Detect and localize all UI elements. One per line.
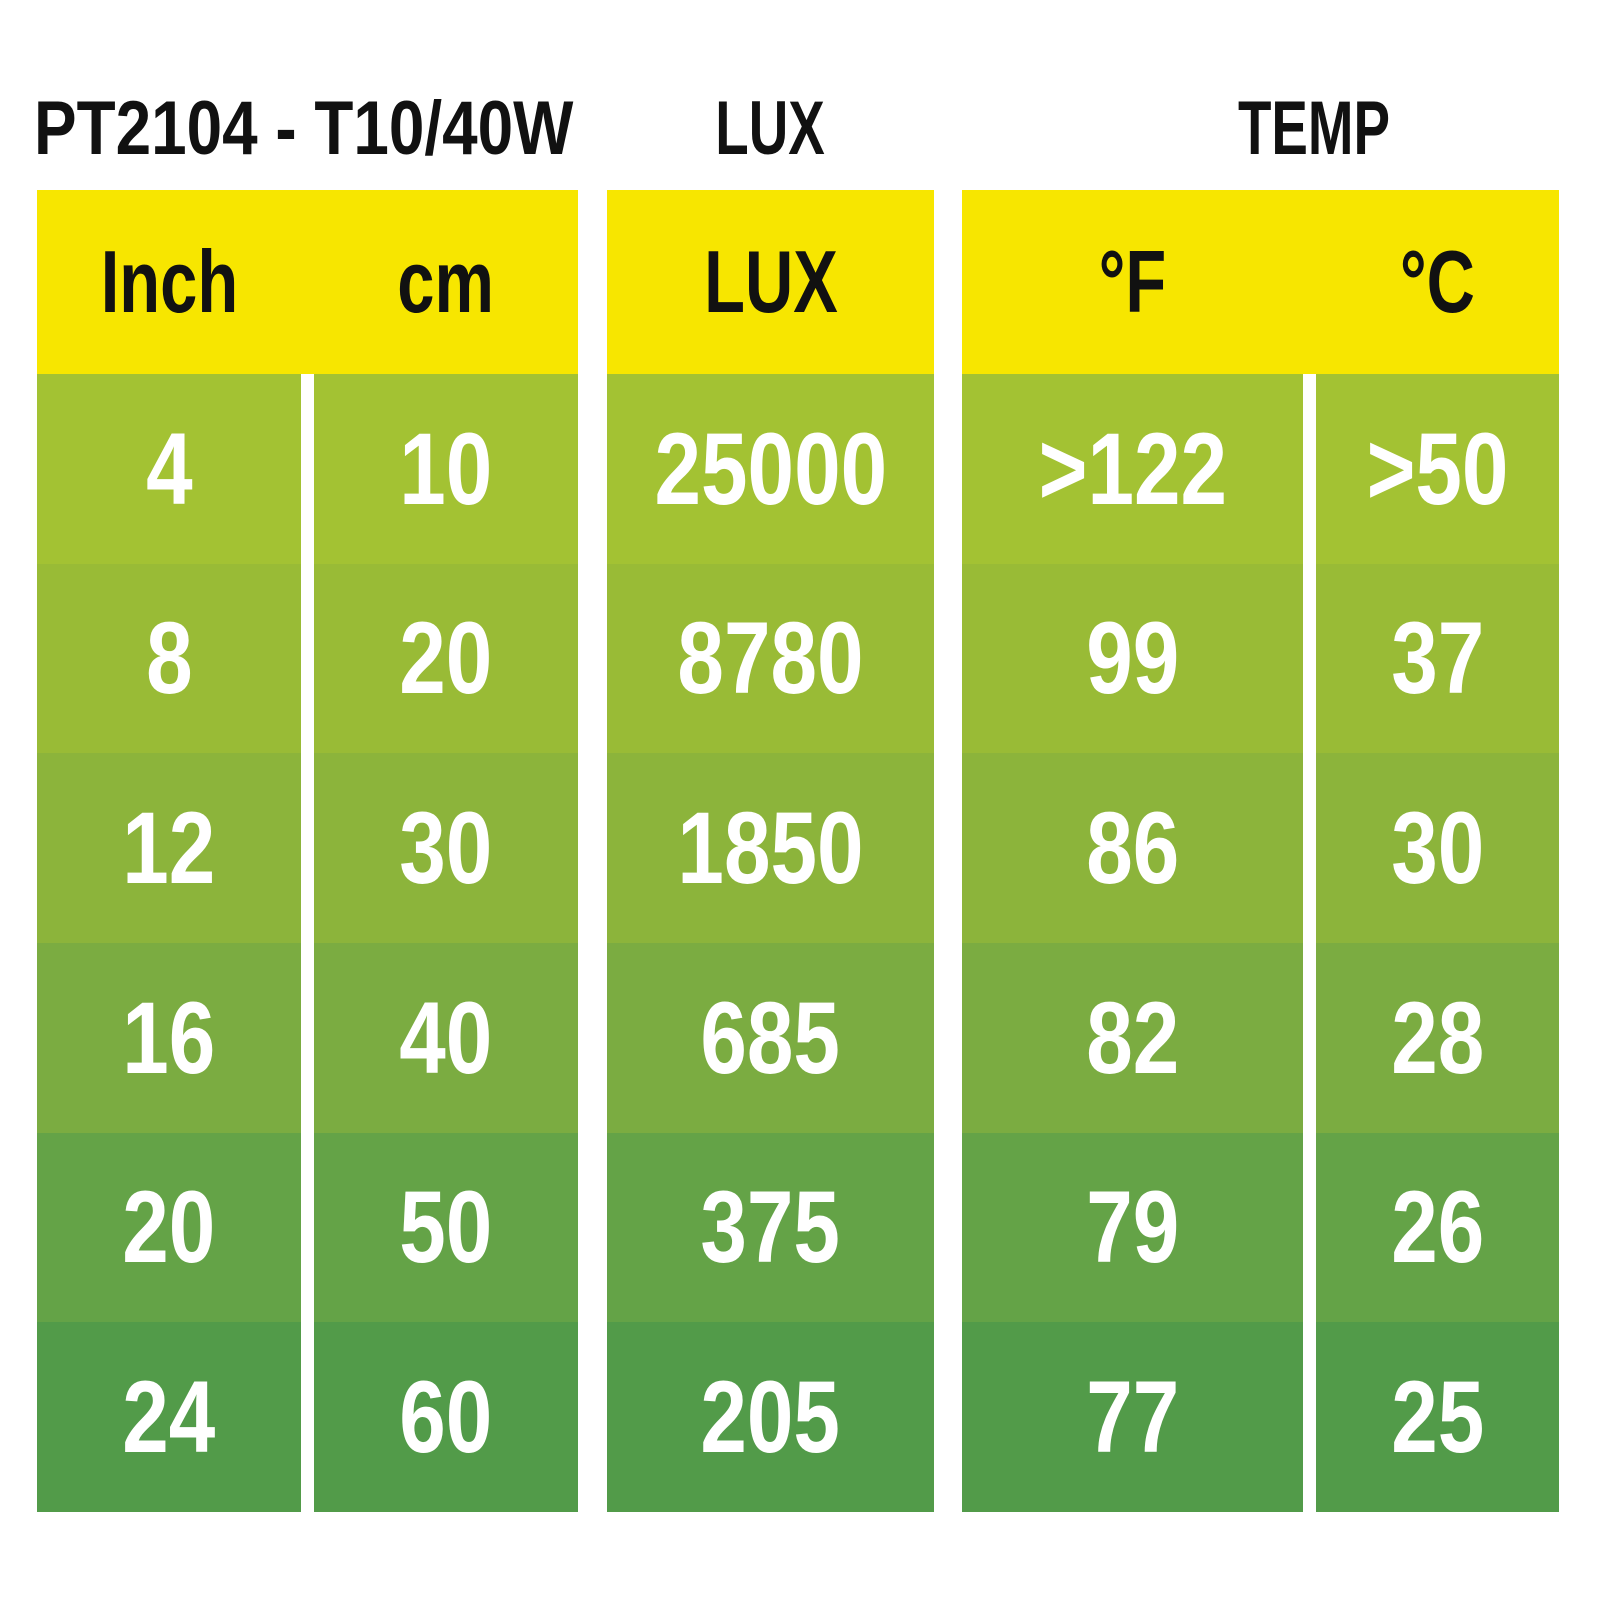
table-cell xyxy=(1316,943,1559,1133)
column-divider xyxy=(1303,564,1316,754)
column-divider xyxy=(301,943,314,1133)
table-cell xyxy=(962,943,1303,1133)
cell-cm-row2: 20 xyxy=(399,601,493,716)
column-divider xyxy=(1303,374,1316,564)
distance-column-group xyxy=(37,190,578,1512)
table-cell xyxy=(37,753,301,943)
table-row xyxy=(962,753,1559,943)
table-cell xyxy=(37,374,301,564)
cell-inch-row1: 4 xyxy=(145,411,193,526)
cell-fahrenheit-row6: 77 xyxy=(1085,1360,1180,1475)
table-cell xyxy=(607,1322,934,1512)
cell-lux-row4: 685 xyxy=(700,980,841,1095)
table-row xyxy=(962,374,1559,564)
table-row xyxy=(37,753,578,943)
column-header-cm xyxy=(314,190,578,374)
table-row xyxy=(607,564,934,754)
cell-celsius-row1: >50 xyxy=(1366,411,1509,526)
table-cell xyxy=(1316,753,1559,943)
table-cell xyxy=(1316,1322,1559,1512)
column-header-fahrenheit-label: °F xyxy=(1098,232,1167,331)
lux-header-band xyxy=(607,190,934,374)
table-row xyxy=(962,564,1559,754)
table-row xyxy=(37,564,578,754)
column-header-lux xyxy=(607,190,934,374)
column-header-cm-label: cm xyxy=(397,232,495,331)
table-row xyxy=(607,753,934,943)
header-spacer xyxy=(301,190,314,374)
cell-celsius-row3: 30 xyxy=(1390,791,1485,906)
cell-inch-row3: 12 xyxy=(122,791,216,906)
column-header-inch-label: Inch xyxy=(100,232,238,331)
table-cell xyxy=(607,374,934,564)
table-cell xyxy=(1316,564,1559,754)
table-row xyxy=(37,1133,578,1323)
table-row xyxy=(607,1322,934,1512)
column-divider xyxy=(301,564,314,754)
table-row xyxy=(962,1322,1559,1512)
lux-section-title: LUX xyxy=(715,86,825,171)
table-cell xyxy=(962,753,1303,943)
column-divider xyxy=(1303,753,1316,943)
cell-celsius-row5: 26 xyxy=(1390,1170,1485,1285)
column-header-lux-label: LUX xyxy=(703,232,838,331)
table-cell xyxy=(314,564,578,754)
cell-inch-row5: 20 xyxy=(122,1170,216,1285)
cell-lux-row1: 25000 xyxy=(654,411,887,526)
cell-fahrenheit-row1: >122 xyxy=(1038,411,1227,526)
cell-inch-row6: 24 xyxy=(122,1360,216,1475)
table-cell xyxy=(314,1322,578,1512)
table-cell xyxy=(314,753,578,943)
table-cell xyxy=(1316,1133,1559,1323)
table-row xyxy=(962,943,1559,1133)
table-row xyxy=(37,1322,578,1512)
table-cell xyxy=(962,374,1303,564)
column-divider xyxy=(1303,943,1316,1133)
table-cell xyxy=(607,564,934,754)
cell-cm-row5: 50 xyxy=(399,1170,493,1285)
table-cell xyxy=(37,1322,301,1512)
temp-column-group xyxy=(962,190,1559,1512)
cell-fahrenheit-row2: 99 xyxy=(1085,601,1180,716)
column-header-fahrenheit xyxy=(962,190,1303,374)
column-header-celsius-label: °C xyxy=(1399,232,1476,331)
cell-fahrenheit-row3: 86 xyxy=(1085,791,1180,906)
cell-celsius-row6: 25 xyxy=(1390,1360,1485,1475)
lux-column-group xyxy=(607,190,934,1512)
column-divider xyxy=(1303,1133,1316,1323)
table-row xyxy=(37,943,578,1133)
cell-inch-row2: 8 xyxy=(145,601,193,716)
column-divider xyxy=(301,1322,314,1512)
cell-fahrenheit-row5: 79 xyxy=(1085,1170,1180,1285)
table-row xyxy=(962,1133,1559,1323)
table-row xyxy=(607,374,934,564)
cell-cm-row4: 40 xyxy=(399,980,493,1095)
column-header-inch xyxy=(37,190,301,374)
table-cell xyxy=(962,1322,1303,1512)
table-row xyxy=(37,374,578,564)
column-divider xyxy=(1303,1322,1316,1512)
table-cell xyxy=(314,1133,578,1323)
cell-cm-row6: 60 xyxy=(399,1360,493,1475)
product-code-title: PT2104 - T10/40W xyxy=(34,86,574,171)
header-spacer xyxy=(1303,190,1316,374)
table-cell xyxy=(1316,374,1559,564)
table-cell xyxy=(37,943,301,1133)
table-cell xyxy=(607,753,934,943)
table-cell xyxy=(962,564,1303,754)
table-cell xyxy=(37,564,301,754)
temp-section-title: TEMP xyxy=(1237,86,1391,171)
cell-celsius-row2: 37 xyxy=(1390,601,1485,716)
cell-lux-row6: 205 xyxy=(700,1360,841,1475)
cell-inch-row4: 16 xyxy=(122,980,216,1095)
cell-fahrenheit-row4: 82 xyxy=(1085,980,1180,1095)
cell-cm-row1: 10 xyxy=(399,411,493,526)
table-cell xyxy=(607,943,934,1133)
column-divider xyxy=(301,374,314,564)
cell-cm-row3: 30 xyxy=(399,791,493,906)
table-cell xyxy=(314,943,578,1133)
column-divider xyxy=(301,753,314,943)
table-row xyxy=(607,1133,934,1323)
table-cell xyxy=(37,1133,301,1323)
cell-lux-row2: 8780 xyxy=(677,601,864,716)
column-divider xyxy=(301,1133,314,1323)
cell-lux-row3: 1850 xyxy=(677,791,864,906)
cell-celsius-row4: 28 xyxy=(1390,980,1485,1095)
table-cell xyxy=(607,1133,934,1323)
table-cell xyxy=(314,374,578,564)
temp-header-band xyxy=(962,190,1559,374)
table-row xyxy=(607,943,934,1133)
table-cell xyxy=(962,1133,1303,1323)
column-header-celsius xyxy=(1316,190,1559,374)
cell-lux-row5: 375 xyxy=(700,1170,841,1285)
distance-header-band xyxy=(37,190,578,374)
